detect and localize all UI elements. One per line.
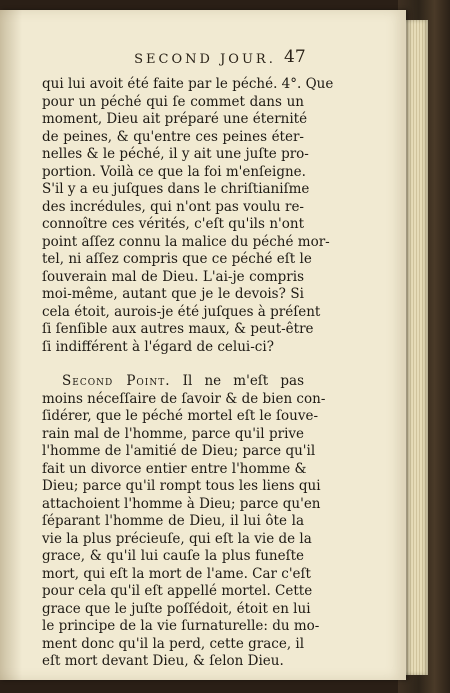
- text-line: des incrédules, qui n'ont pas voulu re-: [42, 198, 304, 215]
- text-line: vie la plus précieuſe, qui eſt la vie de la: [42, 530, 312, 547]
- body-text: [42, 76, 334, 671]
- text-line: ſidérer, que le péché mortel eſt le ſouve-: [42, 408, 319, 424]
- text-line: ſi ſenſible aux autres maux, & peut-être: [42, 321, 314, 337]
- text-line: moi-même, autant que je le devois? Si: [42, 286, 304, 302]
- text-line: connoître ces vérités, c'eſt qu'ils n'ont: [42, 216, 304, 232]
- text-line: de peines, & qu'entre ces peines éter-: [42, 128, 304, 145]
- text-line: ſouverain mal de Dieu. L'ai-je compris: [42, 268, 304, 285]
- text-line: fait un divorce entier entre l'homme &: [42, 460, 307, 477]
- text-line: l'homme de l'amitié de Dieu; parce qu'il: [42, 443, 316, 459]
- text-line: cela étoit, aurois-je été juſques à préſent: [42, 303, 321, 320]
- text-line: portion. Voilà ce que la foi m'enſeigne.: [42, 163, 306, 180]
- text-line: moment, Dieu ait préparé une éternité: [42, 111, 308, 127]
- running-head: SECOND JOUR.: [134, 52, 276, 67]
- text-line: le principe de la vie ſurnaturelle: du mo-: [42, 618, 320, 634]
- text-line: tel, ni aſſez compris que ce péché eſt le: [42, 251, 312, 267]
- text-line: grace, & qu'il lui cauſe la plus funeſte: [42, 548, 304, 564]
- text-line: rain mal de l'homme, parce qu'il prive: [42, 425, 304, 442]
- text-line: attachoient l'homme à Dieu; parce qu'en: [42, 495, 321, 512]
- text-line: qui lui avoit été faite par le péché. 4°. Que: [42, 76, 334, 92]
- page-gutter-shadow: [0, 10, 22, 680]
- page-number: 47: [284, 47, 306, 67]
- text-line: pour un péché qui ſe commet dans un: [42, 93, 304, 110]
- text-line: ſi indifférent à l'égard de celui-ci?: [42, 338, 274, 355]
- paragraph-gap: [42, 356, 304, 373]
- text-line: eſt mort devant Dieu, & ſelon Dieu.: [42, 653, 284, 669]
- paragraph-1: [42, 76, 334, 356]
- text-line: ment donc qu'il la perd, cette grace, il: [42, 635, 305, 652]
- paragraph-2: [42, 373, 326, 671]
- text-line: nelles & le péché, il y ait une juſte pro-: [42, 146, 309, 162]
- text-line-rest: Il ne m'eſt pas: [170, 373, 304, 389]
- text-line: moins néceſſaire de ſavoir & de bien con-: [42, 390, 326, 407]
- text-line: [42, 373, 304, 391]
- text-line: Dieu; parce qu'il rompt tous les liens qui: [42, 478, 321, 494]
- text-line: pour cela qu'il eſt appellé mortel. Cette: [42, 583, 313, 599]
- section-heading: Second Point.: [62, 373, 171, 389]
- text-line: point aſſez connu la malice du péché mor-: [42, 233, 330, 250]
- text-line: mort, qui eſt la mort de l'ame. Car c'eſt: [42, 565, 311, 582]
- text-line: grace que le juſte poſſédoit, étoit en lui: [42, 600, 311, 617]
- text-line: ſéparant l'homme de Dieu, il lui ôte la: [42, 513, 304, 529]
- text-line: S'il y a eu juſques dans le chriſtianiſme: [42, 181, 310, 197]
